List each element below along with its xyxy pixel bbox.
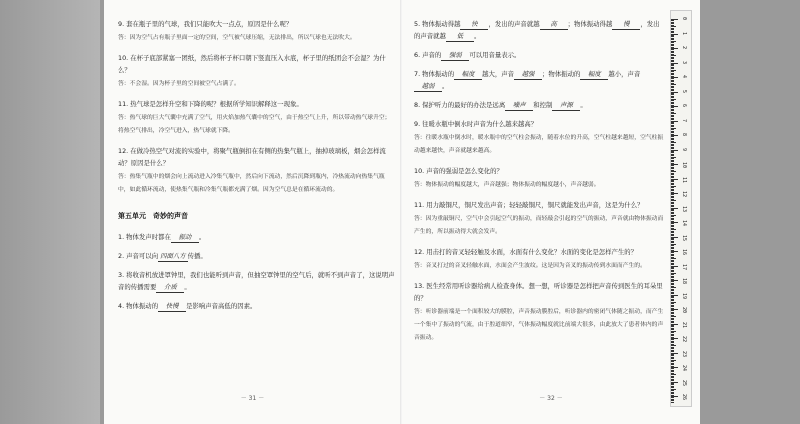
fill-text: ，发出的声音就越 [414, 20, 660, 40]
fill-text: 越大，声音 [482, 70, 515, 78]
ruler-label: 11 [681, 176, 687, 183]
fill-in-item [118, 300, 395, 312]
fill-answer: 幅度 [580, 70, 608, 80]
question-item [118, 98, 395, 138]
fill-answer: 噪声 [505, 101, 533, 111]
ruler-label: 1 [681, 31, 687, 35]
fill-in-item [118, 231, 395, 243]
fill-text: 。 [580, 101, 587, 109]
ruler-label: 2 [681, 46, 687, 50]
ruler-label: 22 [681, 336, 687, 343]
answer-text: 答：不会湿。因为杯子里的空间被空气占满了。 [118, 81, 240, 87]
left-page [104, 0, 402, 424]
ruler-label: 25 [681, 379, 687, 386]
ruler-label: 14 [681, 220, 687, 227]
ruler-label: 4 [681, 75, 687, 79]
ruler-label: 16 [681, 249, 687, 256]
question-item [118, 18, 395, 45]
question-text: 9. 套在瓶子里的气球，我们只能吹大一点点，原因是什么呢？ [118, 20, 293, 28]
fill-text: 越小，声音 [608, 70, 641, 78]
ruler [670, 10, 692, 407]
fill-answer: 介质 [156, 283, 184, 293]
fill-text: 传播。 [187, 252, 207, 260]
question-item [414, 165, 664, 192]
fill-answer: 越弱 [414, 82, 442, 92]
ruler-label: 20 [681, 307, 687, 314]
page-number-left: － 31 － [240, 395, 265, 402]
ruler-label: 5 [681, 89, 687, 93]
ruler-label: 12 [681, 191, 687, 198]
fill-text: 是影响声音高低的因素。 [186, 302, 257, 310]
fill-answer: 越强 [514, 70, 542, 80]
answer-text: 答：因为空气占有瓶子里面一定的空间，空气被气球压缩，无法排出，所以气球也无法吹大。 [118, 35, 356, 41]
question-text: 12. 在做冷热空气对流的实验中，将聚气瓶倒扣在有侧的热集气瓶上，抽掉玻璃板，烟会怎样流动？原因是什么？ [118, 147, 386, 167]
ruler-tick [671, 402, 674, 403]
question-item [118, 52, 395, 91]
ruler-label: 10 [681, 162, 687, 169]
answer-text: 答：热集气瓶中的烟会向上流动进入冷集气瓶中，然后向下流动，然后沉降到瓶内，冷热流动向热集气瓶中，如此循环流动，使热集气瓶和冷集气瓶都充满了烟。因为空气总是在循环流动的。 [118, 174, 385, 193]
fill-text: 8. 保护听力的最好的办法是远离 [414, 101, 506, 109]
fill-text: 和控制 [533, 101, 553, 109]
fill-answer: 振动 [171, 233, 199, 243]
fill-answer: 声源 [552, 101, 580, 111]
fill-in-item [414, 99, 664, 111]
question-item [414, 280, 664, 345]
question-item [414, 199, 664, 239]
ruler-label: 21 [681, 321, 687, 328]
fill-answer: 快慢 [158, 302, 186, 312]
fill-text: 。 [184, 283, 191, 291]
question-text: 10. 在杯子底部紧塞一团纸，然后将杯子杯口朝下竖直压入水底，杯子里的纸团会不会湿？为什么？ [118, 54, 386, 74]
ruler-label: 3 [681, 60, 687, 64]
ruler-label: 0 [681, 17, 687, 21]
fill-text: 4. 物体振动的 [118, 302, 159, 310]
answer-text: 答：听诊器前端是一个面积较大的膜腔，声音振动膜腔后，听诊器内的密闭气体随之振动，而产生一个集中了振动的气流，由于腔道细窄，气体振动幅度就比前端大很多，由此放大了患者体内的声音振动。 [414, 309, 664, 341]
answer-text: 答：音叉打过的音叉轻触水面，水面会产生波纹。这是因为音叉的振动传到水面而产生的。 [414, 263, 646, 269]
fill-text: 可以用音量表示。 [469, 51, 521, 59]
fill-text: 7. 物体振动的 [414, 70, 455, 78]
fill-in-item [118, 269, 395, 293]
fill-in-item [118, 250, 395, 262]
ruler-label: 19 [681, 292, 687, 299]
fill-text: 6. 声音的 [414, 51, 442, 59]
fill-answer: 低 [446, 32, 474, 42]
question-text: 9. 往暖水瓶中倒水时声音为什么越来越高？ [414, 120, 538, 128]
ruler-label: 23 [681, 350, 687, 357]
ruler-label: 7 [681, 118, 687, 122]
fill-answer: 四面八方 [160, 252, 186, 260]
fill-text: 。 [442, 82, 449, 90]
question-text: 10. 声音的强弱是怎么变化的？ [414, 167, 503, 175]
fill-text: 1. 物体发声时都在 [118, 233, 171, 241]
fill-text: 2. 声音可以向 [118, 252, 159, 260]
question-text: 12. 用击打的音叉轻轻触及水面，水面有什么变化？水面的变化是怎样产生的？ [414, 248, 638, 256]
question-text: 11. 热气球是怎样升空和下降的呢？根据所学知识解释这一现象。 [118, 100, 303, 108]
fill-text: 。 [473, 32, 481, 40]
answer-text: 答：因为重敲铜尺，空气中会引起空气的振动，而轻敲会引起的空气的振动，声音就由物体振动而产生的，所以振动得大就会发声。 [414, 216, 664, 235]
right-fill-list [414, 18, 664, 111]
ruler-label: 6 [681, 104, 687, 108]
answer-text: 答：往暖水瓶中倒水时，暖水瓶中的空气柱会振动，随着水位的升高，空气柱越来越短，空气柱振动越来越快，声音就越来越高。 [414, 135, 664, 154]
question-item [414, 246, 664, 273]
ruler-label: 8 [681, 133, 687, 137]
fill-answer: 强弱 [441, 51, 469, 61]
question-text: 11. 用力敲铜尺，铜尺发出声音；轻轻敲铜尺，铜尺就能发出声音，这是为什么？ [414, 201, 644, 209]
fill-answer: 幅度 [454, 70, 482, 80]
right-question-list [414, 118, 664, 345]
left-question-list [118, 18, 395, 197]
fill-in-item [414, 18, 664, 42]
fill-answer: 高 [540, 20, 568, 30]
ruler-label: 9 [681, 147, 687, 151]
fill-answer: 快 [460, 20, 488, 30]
answer-text: 答：热气球的巨大气囊中充满了空气，用火焰加热气囊中的空气，由于热空气上升，所以带动热气球升空；将热空气排出，冷空气进入，热气球就下降。 [118, 115, 391, 134]
question-text: 13. 医生经常用听诊器给病人检查身体。想一想，听诊器是怎样把声音传到医生的耳朵里的？ [414, 282, 663, 302]
section-title: 第五单元 奇妙的声音 [118, 212, 188, 220]
fill-text: ，发出的声音就越 [488, 20, 540, 28]
question-item [118, 145, 395, 197]
right-page [402, 0, 700, 424]
fill-text: 5. 物体振动得越 [414, 20, 461, 28]
fill-in-item [414, 49, 664, 61]
page-number-right: － 32 － [539, 395, 563, 402]
fill-in-item [414, 68, 664, 92]
ruler-label: 18 [681, 278, 687, 285]
ruler-label: 26 [681, 394, 687, 401]
fill-text: ；物体振动得越 [567, 20, 613, 28]
ruler-label: 17 [681, 263, 687, 270]
ruler-label: 24 [681, 365, 687, 372]
fill-text: 3. 将收音机放进罩钟里，我们也能听到声音，但抽空罩钟里的空气后，就听不到声音了，这说明声音的传播需要 [118, 271, 395, 291]
left-fill-list [118, 231, 395, 312]
fill-text: 。 [198, 233, 206, 241]
answer-text: 答：物体振动的幅度越大，声音越强；物体振动的幅度越小，声音越弱。 [414, 182, 600, 188]
question-item [414, 118, 664, 158]
ruler-label: 13 [681, 205, 687, 212]
fill-text: ；物体振动的 [542, 70, 581, 78]
ruler-label: 15 [681, 234, 687, 241]
fill-answer: 慢 [612, 20, 640, 30]
